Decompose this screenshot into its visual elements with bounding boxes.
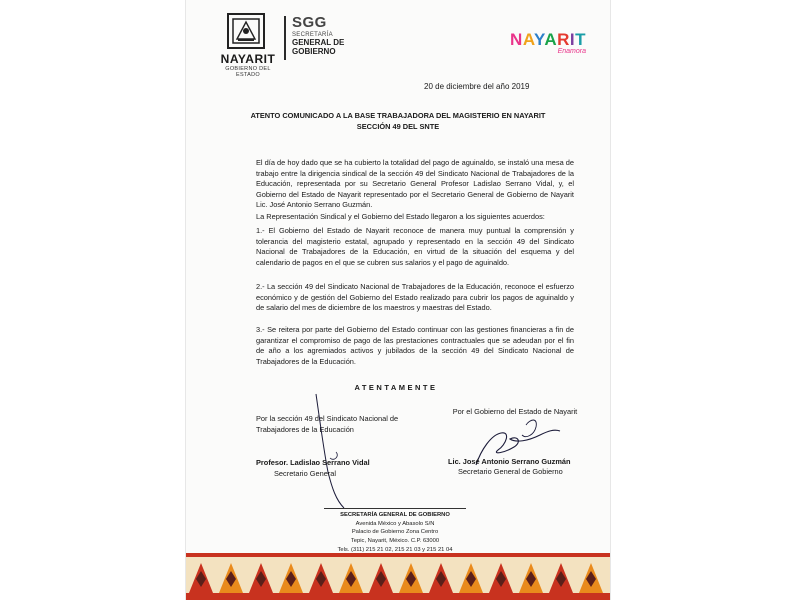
footer-city: Tepic, Nayarit, México. C.P. 63000 <box>350 538 440 545</box>
footer-street: Avenida México y Abasolo S/N <box>355 520 435 527</box>
agreement-2: 2.- La sección 49 del Sindicato Nacional de Trabajadores de la Educación, reconoce el esfuerzo económico y de gestión del Gobierno del Estado realizado para cubrir los pagos de aguinaldo y de salario del mes de diciembre de los maestros y maestras del Estado. <box>256 282 574 313</box>
state-name: NAYARIT <box>220 52 276 66</box>
nayarit-brand-logo <box>510 30 586 55</box>
title-line-1: ATENTO COMUNICADO A LA BASE TRABAJADORA DEL MAGISTERIO EN NAYARIT <box>250 111 546 120</box>
paragraph-intro: El día de hoy dado que se ha cubierto la totalidad del pago de aguinaldo, se instaló una mesa de trabajo entre la dirigencia sindical de la sección 49 del Sindicato Nacional de Trabajadores de la Educación, representada por su Secretario General Profesor Ladislao Serrano Vidal, y, el Gobierno del Estado de Nayarit representado por el Secretario General de Gobierno de Nayarit Lic. José Antonio Serrano Guzmán. <box>256 158 574 210</box>
state-emblem-icon <box>224 12 268 52</box>
footer-building: Palacio de Gobierno Zona Centro <box>351 529 439 536</box>
footer-phones: Tels. (311) 215 21 02, 215 21 03 y 215 21 04 <box>337 546 453 553</box>
left-signatory-name: Profesor. Ladislao Serrano Vidal <box>256 458 370 467</box>
title-line-2: SECCIÓN 49 DEL SNTE <box>356 122 440 131</box>
state-subtitle: GOBIERNO DEL ESTADO <box>225 66 271 78</box>
brand-word <box>510 30 586 50</box>
footer-address <box>320 511 470 555</box>
header-divider <box>284 16 286 60</box>
sgg-logo <box>292 14 382 56</box>
letter-page <box>186 0 610 600</box>
brand-letter: Y <box>534 30 545 49</box>
right-signatory-role: Secretario General de Gobierno <box>458 467 563 476</box>
footer-office: SECRETARÍA GENERAL DE GOBIERNO <box>340 512 450 518</box>
agreement-1: 1.- El Gobierno del Estado de Nayarit reconoce de manera muy puntual la comprensión y tolerancia del magisterio estatal, agrupado y representado en la sección 49 del Sindicato Nacional de Trabajadores de la Educación, en virtud de la situación del esquema y del calendario de pagos en el que se cubren sus salarios y el pago de aguinaldo. <box>256 226 574 267</box>
left-signatory-label: Por la sección 49 del Sindicato Nacional de Trabajadores de la Educación <box>256 414 399 434</box>
letter-date: 20 de diciembre del año 2019 <box>424 82 530 91</box>
decorative-pattern-band <box>186 553 610 600</box>
sgg-line3: GOBIERNO <box>292 47 336 56</box>
footer-divider <box>324 508 466 509</box>
agreement-3: 3.- Se reitera por parte del Gobierno del Estado continuar con las gestiones financieras a fin de garantizar el compromiso de pago de las prestaciones contractuales que se adeudan por el fin de año a los agremiados activos y jubilados de la sección 49 del Sindicato Nacional de Trabajadores de la Educación. <box>256 325 574 366</box>
sgg-title: SGG <box>292 14 327 31</box>
right-signatory-label: Por el Gobierno del Estado de Nayarit <box>452 407 578 416</box>
sgg-line2: GENERAL DE <box>292 38 345 47</box>
left-signatory-role: Secretario General <box>274 469 337 478</box>
brand-letter: I <box>569 30 576 49</box>
brand-letter: N <box>510 30 523 49</box>
brand-tagline: Enamora <box>557 48 586 55</box>
left-signature-icon <box>306 392 376 512</box>
brand-letter: A <box>544 30 558 49</box>
brand-letter: A <box>522 30 535 49</box>
paragraph-agreements-intro: La Representación Sindical y el Gobierno del Estado llegaron a los siguientes acuerdos: <box>256 212 545 221</box>
letter-title <box>226 110 570 132</box>
brand-letter: R <box>557 30 570 49</box>
sgg-line1: SECRETARÍA <box>292 32 333 38</box>
right-signatory-name: Lic. José Antonio Serrano Guzmán <box>448 457 571 466</box>
closing-text: ATENTAMENTE <box>354 383 438 392</box>
brand-letter: T <box>575 30 586 49</box>
